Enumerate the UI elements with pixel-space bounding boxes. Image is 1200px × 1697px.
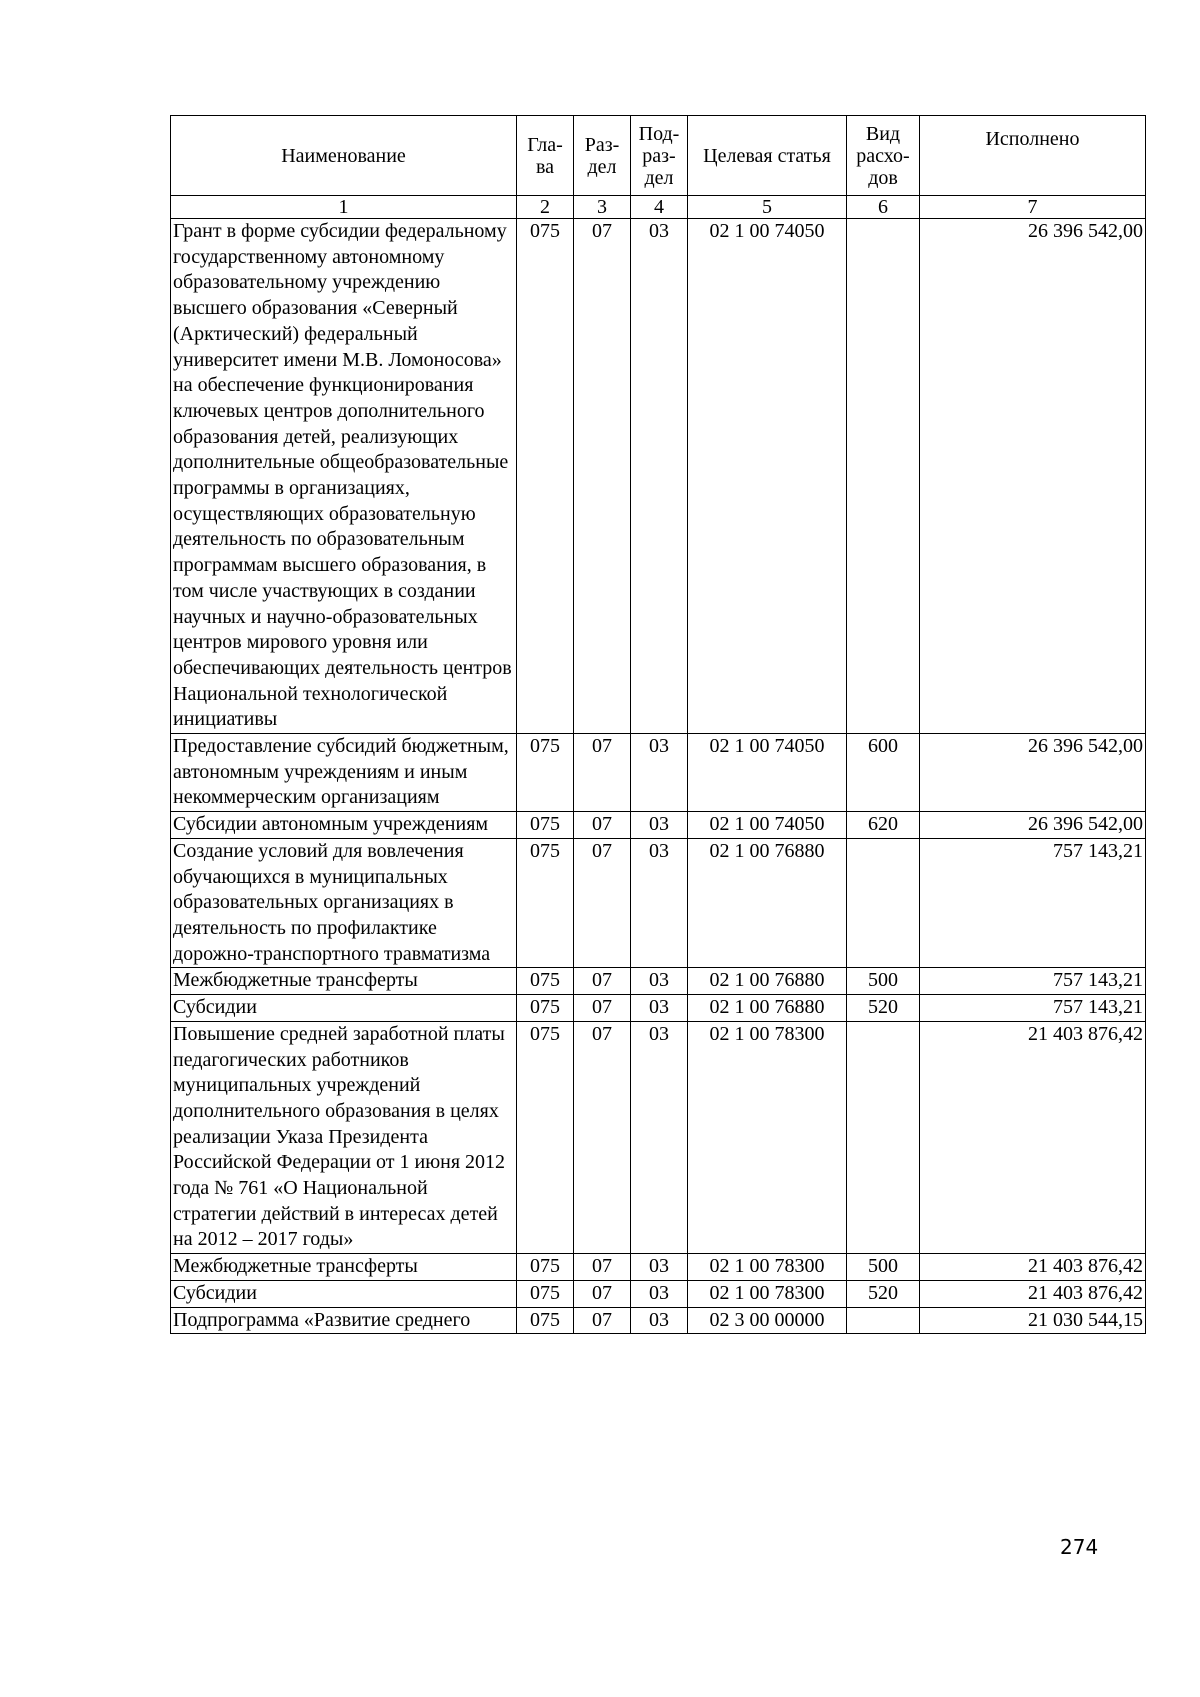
column-number: 4 <box>631 196 688 219</box>
row-name: Повышение средней заработной платы педагогических работников муниципальных учреждений дополнительного образования в целях реализации Указа Президента Российской Федерации от 1 июня 2012 года № 761 «О Национальной стратегии действий в интересах детей на 2012 – 2017 годы» <box>171 1021 517 1253</box>
row-amount: 757 143,21 <box>920 968 1146 995</box>
row-name: Субсидии автономным учреждениям <box>171 812 517 839</box>
row-amount: 26 396 542,00 <box>920 219 1146 734</box>
column-number-row <box>171 196 1146 219</box>
row-name: Грант в форме субсидии федеральному государственному автономному образовательному учреждению высшего образования «Северный (Арктический) федеральный университет имени М.В. Ломоносова» на обеспечение функционирования ключевых центров дополнительного образования детей, реализующих дополнительные общеобразовательные программы в организациях, осуществляющих образовательную деятельность по образовательным программам высшего образования, в том числе участвующих в создании научных и научно-образовательных центров мирового уровня или обеспечивающих деятельность центров Национальной технологической инициативы <box>171 219 517 734</box>
row-amount: 21 403 876,42 <box>920 1254 1146 1281</box>
row-glava: 075 <box>517 995 574 1022</box>
row-razdel: 07 <box>574 995 631 1022</box>
row-target-article: 02 1 00 74050 <box>688 219 847 734</box>
row-expense-type <box>847 1307 920 1334</box>
row-target-article: 02 1 00 74050 <box>688 734 847 812</box>
row-amount: 757 143,21 <box>920 995 1146 1022</box>
header-executed: Исполнено <box>920 116 1146 196</box>
header-glava: Гла- ва <box>517 116 574 196</box>
header-expense-type: Вид расхо- дов <box>847 116 920 196</box>
row-amount: 21 030 544,15 <box>920 1307 1146 1334</box>
row-glava: 075 <box>517 838 574 968</box>
row-amount: 757 143,21 <box>920 838 1146 968</box>
row-expense-type: 600 <box>847 734 920 812</box>
row-podrazdel: 03 <box>631 1307 688 1334</box>
row-podrazdel: 03 <box>631 734 688 812</box>
page-number: 274 <box>1060 1535 1099 1559</box>
row-amount: 21 403 876,42 <box>920 1021 1146 1253</box>
row-target-article: 02 1 00 78300 <box>688 1280 847 1307</box>
header-razdel: Раз- дел <box>574 116 631 196</box>
row-amount: 26 396 542,00 <box>920 734 1146 812</box>
table-row <box>171 1254 1146 1281</box>
row-razdel: 07 <box>574 1280 631 1307</box>
row-expense-type <box>847 219 920 734</box>
row-expense-type: 520 <box>847 995 920 1022</box>
column-number: 7 <box>920 196 1146 219</box>
row-glava: 075 <box>517 1254 574 1281</box>
header-name: Наименование <box>171 116 517 196</box>
row-target-article: 02 1 00 76880 <box>688 838 847 968</box>
row-target-article: 02 1 00 76880 <box>688 968 847 995</box>
row-name: Создание условий для вовлечения обучающихся в муниципальных образовательных организациях в деятельность по профилактике дорожно-транспортного травматизма <box>171 838 517 968</box>
row-name: Предоставление субсидий бюджетным, автономным учреждениям и иным некоммерческим организациям <box>171 734 517 812</box>
row-razdel: 07 <box>574 1254 631 1281</box>
row-target-article: 02 1 00 74050 <box>688 812 847 839</box>
row-expense-type: 520 <box>847 1280 920 1307</box>
row-glava: 075 <box>517 219 574 734</box>
row-target-article: 02 3 00 00000 <box>688 1307 847 1334</box>
row-podrazdel: 03 <box>631 1280 688 1307</box>
row-amount: 26 396 542,00 <box>920 812 1146 839</box>
row-glava: 075 <box>517 1021 574 1253</box>
row-podrazdel: 03 <box>631 968 688 995</box>
row-razdel: 07 <box>574 1021 631 1253</box>
column-number: 1 <box>171 196 517 219</box>
row-razdel: 07 <box>574 734 631 812</box>
row-name: Межбюджетные трансферты <box>171 968 517 995</box>
row-target-article: 02 1 00 78300 <box>688 1021 847 1253</box>
row-podrazdel: 03 <box>631 995 688 1022</box>
row-podrazdel: 03 <box>631 1254 688 1281</box>
row-razdel: 07 <box>574 1307 631 1334</box>
table-row <box>171 812 1146 839</box>
row-glava: 075 <box>517 968 574 995</box>
row-razdel: 07 <box>574 968 631 995</box>
budget-table <box>170 115 1146 1334</box>
column-number: 5 <box>688 196 847 219</box>
row-podrazdel: 03 <box>631 812 688 839</box>
row-name: Подпрограмма «Развитие среднего <box>171 1307 517 1334</box>
column-number: 6 <box>847 196 920 219</box>
row-podrazdel: 03 <box>631 838 688 968</box>
row-target-article: 02 1 00 78300 <box>688 1254 847 1281</box>
table-row <box>171 838 1146 968</box>
table-row <box>171 219 1146 734</box>
row-glava: 075 <box>517 734 574 812</box>
table-row <box>171 1021 1146 1253</box>
row-expense-type: 500 <box>847 1254 920 1281</box>
row-glava: 075 <box>517 1280 574 1307</box>
header-row <box>171 116 1146 196</box>
row-name: Субсидии <box>171 995 517 1022</box>
table-row <box>171 968 1146 995</box>
row-amount: 21 403 876,42 <box>920 1280 1146 1307</box>
row-razdel: 07 <box>574 812 631 839</box>
column-number: 3 <box>574 196 631 219</box>
row-expense-type: 620 <box>847 812 920 839</box>
row-podrazdel: 03 <box>631 219 688 734</box>
table-row <box>171 995 1146 1022</box>
row-target-article: 02 1 00 76880 <box>688 995 847 1022</box>
table-row <box>171 734 1146 812</box>
row-expense-type <box>847 838 920 968</box>
row-expense-type: 500 <box>847 968 920 995</box>
row-razdel: 07 <box>574 219 631 734</box>
table-row <box>171 1307 1146 1334</box>
row-glava: 075 <box>517 1307 574 1334</box>
row-glava: 075 <box>517 812 574 839</box>
header-target-article: Целевая статья <box>688 116 847 196</box>
row-podrazdel: 03 <box>631 1021 688 1253</box>
table-row <box>171 1280 1146 1307</box>
row-expense-type <box>847 1021 920 1253</box>
row-name: Межбюджетные трансферты <box>171 1254 517 1281</box>
row-razdel: 07 <box>574 838 631 968</box>
header-podrazdel: Под- раз- дел <box>631 116 688 196</box>
row-name: Субсидии <box>171 1280 517 1307</box>
column-number: 2 <box>517 196 574 219</box>
